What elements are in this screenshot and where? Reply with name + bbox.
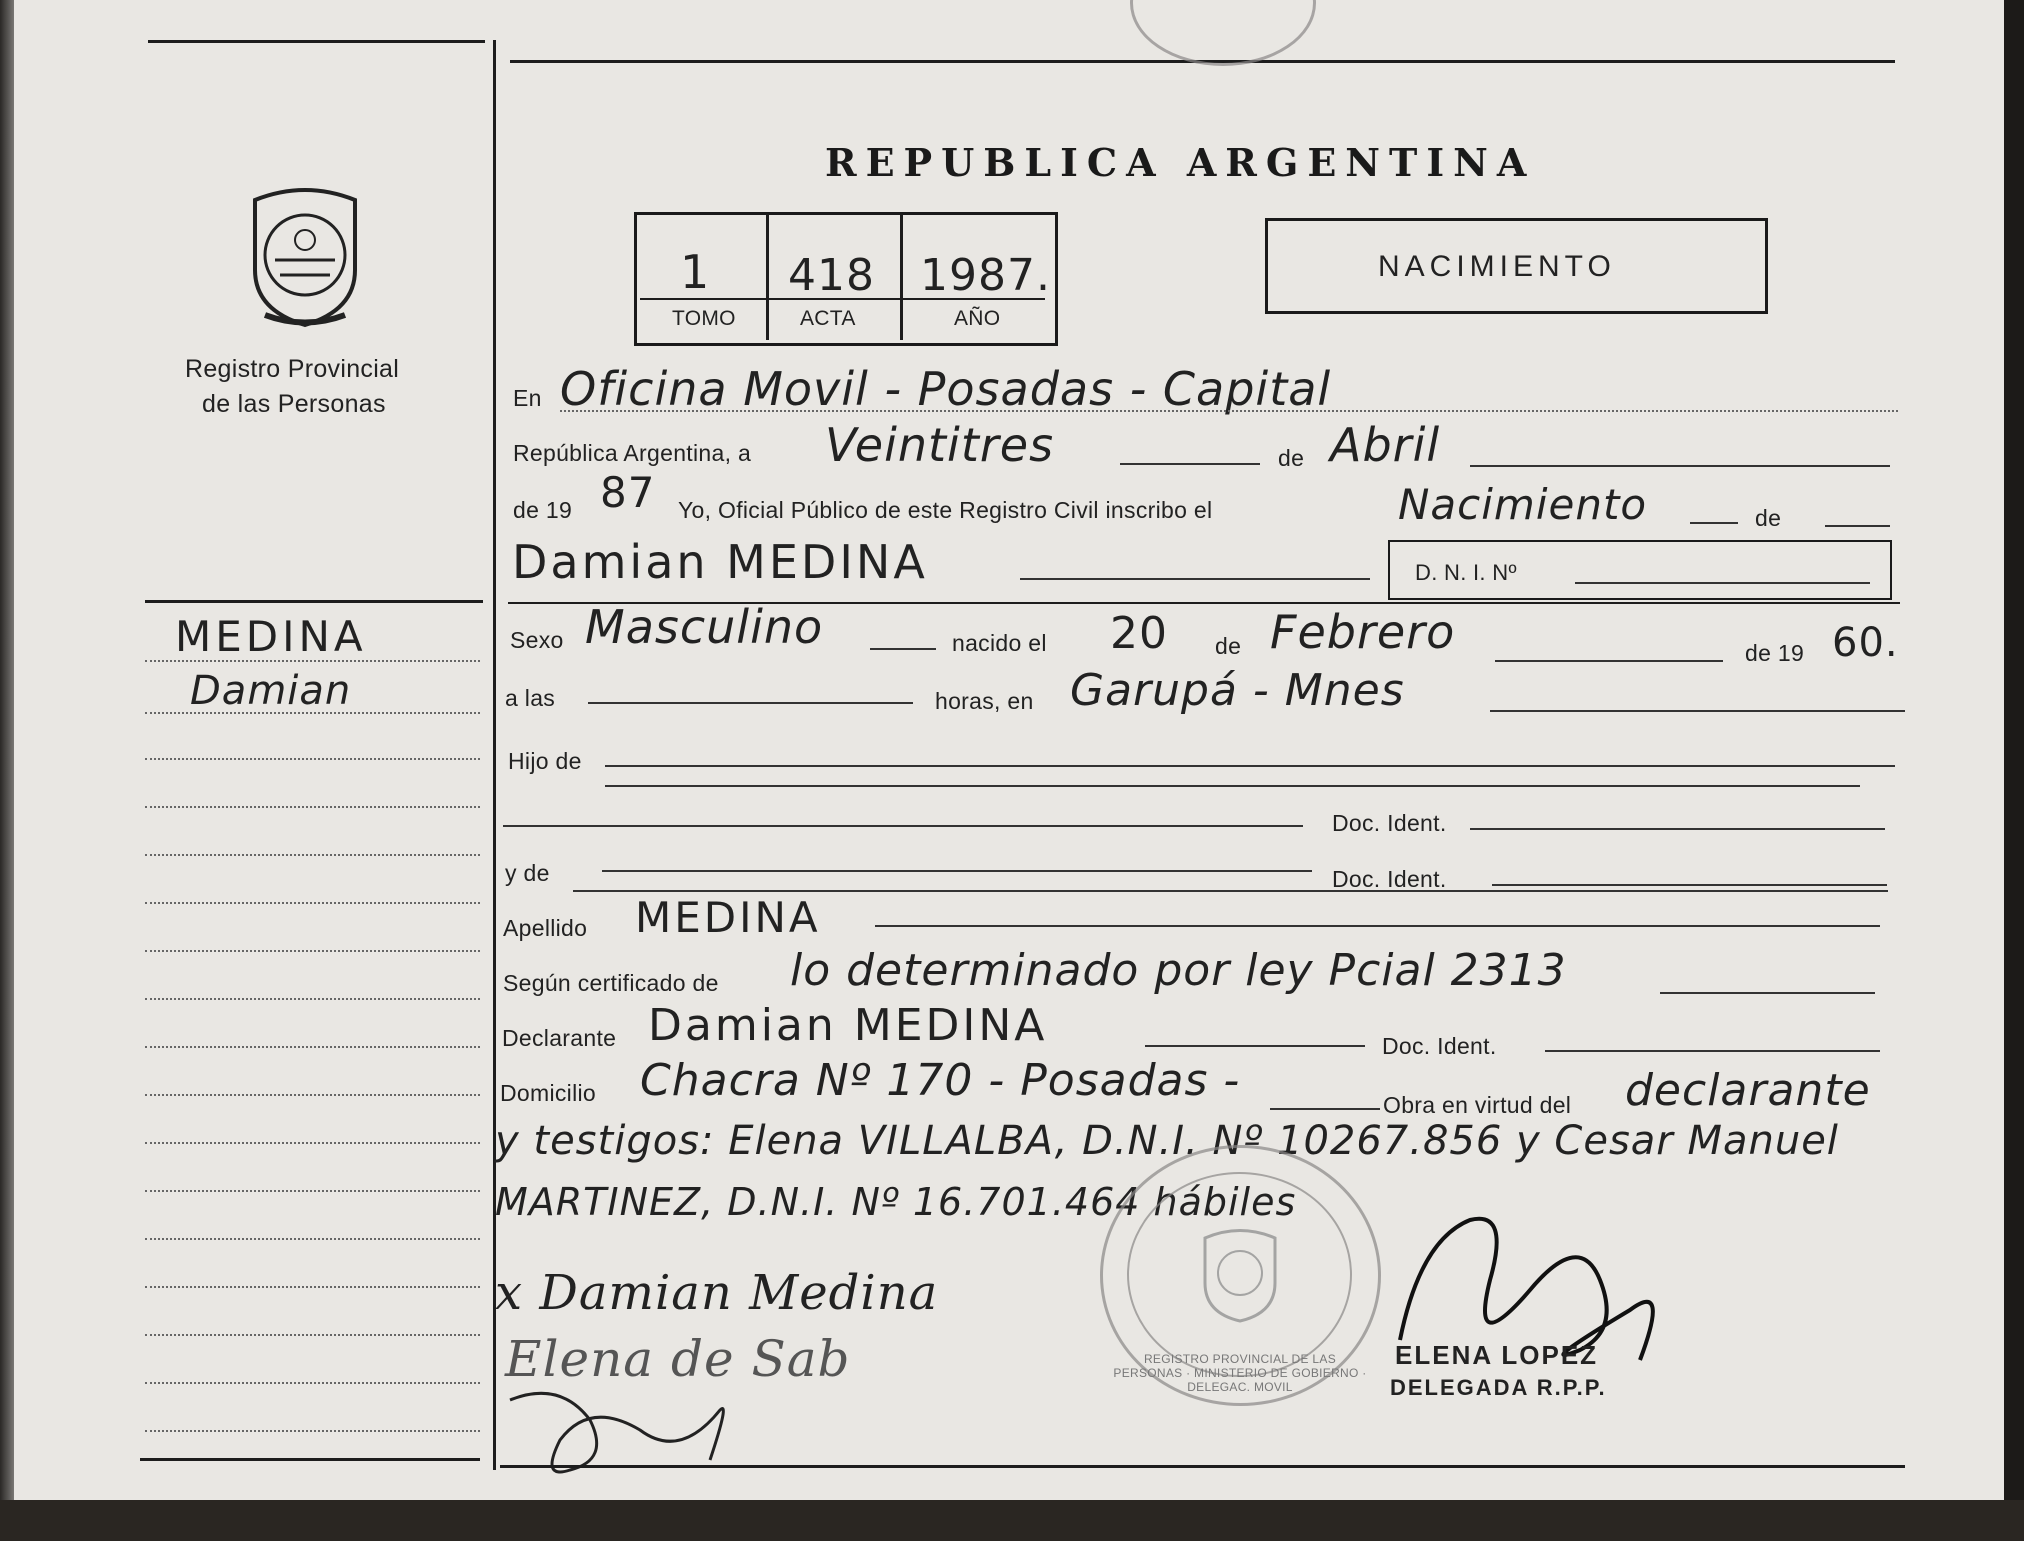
- margin-dotline: [145, 712, 480, 714]
- registry-name-line2: de las Personas: [202, 390, 386, 418]
- segun-value: lo determinado por ley Pcial 2313: [790, 945, 1567, 996]
- dni-blank: [1575, 582, 1870, 584]
- record-type: NACIMIENTO: [1378, 250, 1616, 283]
- segun-blank: [1660, 992, 1875, 994]
- sexo-value: Masculino: [585, 600, 824, 654]
- domicilio-value: Chacra Nº 170 - Posadas -: [640, 1055, 1241, 1106]
- doc1-blank: [1470, 828, 1885, 830]
- official-stamp-line2: DELEGADA R.P.P.: [1390, 1375, 1607, 1400]
- stamp-seal-icon: [1195, 1223, 1285, 1323]
- obra-value: declarante: [1625, 1065, 1871, 1116]
- sexo-label: Sexo: [510, 627, 564, 653]
- parent1-blank: [503, 825, 1303, 827]
- domicilio-blank: [1270, 1108, 1380, 1110]
- witness2-signature-icon: [500, 1370, 760, 1500]
- birth-place: Garupá - Mnes: [1070, 665, 1405, 716]
- doc2-blank: [1492, 884, 1887, 886]
- margin-dotline: [145, 660, 480, 662]
- hijo-blank2: [605, 785, 1860, 787]
- tomo-label: TOMO: [672, 307, 736, 330]
- person-name: Damian MEDINA: [512, 535, 928, 589]
- domicilio-label: Domicilio: [500, 1080, 596, 1106]
- birth-year: 60.: [1832, 620, 1899, 666]
- alas-label: a las: [505, 685, 556, 711]
- republica-label: República Argentina, a: [513, 440, 752, 466]
- margin-dotline: [145, 806, 480, 808]
- margin-dotline: [145, 1286, 480, 1288]
- declarante-label: Declarante: [502, 1025, 617, 1051]
- hour-blank: [588, 702, 913, 704]
- name-blank: [1020, 578, 1370, 580]
- year-prefix: de 19: [513, 497, 573, 523]
- margin-dotline: [145, 1238, 480, 1240]
- yo-text: Yo, Oficial Público de este Registro Civil inscribo el: [678, 497, 1213, 523]
- en-label: En: [513, 385, 542, 411]
- margin-dotline: [145, 1382, 480, 1384]
- margin-dotline: [145, 950, 480, 952]
- margin-dotline: [145, 1046, 480, 1048]
- day-blank: [1120, 463, 1260, 465]
- ref-divider: [766, 214, 769, 340]
- doc-ident-label-1: Doc. Ident.: [1332, 810, 1447, 836]
- birth-month-blank: [1495, 660, 1723, 662]
- misiones-seal-icon: [240, 180, 370, 330]
- de-label: de: [1278, 445, 1305, 471]
- margin-dotline: [145, 1094, 480, 1096]
- birth-day: 20: [1110, 608, 1168, 659]
- witness-signature: Elena de Sab: [505, 1330, 851, 1388]
- doc-ident-label-2: Doc. Ident.: [1332, 866, 1447, 892]
- margin-given-name: Damian: [190, 668, 352, 714]
- margin-dotline: [145, 998, 480, 1000]
- yde-blank2: [573, 890, 1888, 892]
- doc3-blank: [1545, 1050, 1880, 1052]
- left-section-rule: [145, 600, 483, 603]
- margin-dotline: [145, 1430, 480, 1432]
- yde-label: y de: [505, 860, 550, 886]
- acta-label: ACTA: [800, 307, 856, 330]
- apellido-label: Apellido: [503, 915, 588, 941]
- ministry-stamp-text: REGISTRO PROVINCIAL DE LAS PERSONAS · MINISTERIO DE GOBIERNO · DELEGAC. MOVIL: [1113, 1352, 1367, 1394]
- margin-dotline: [145, 758, 480, 760]
- year-value: 87: [600, 468, 656, 517]
- hijo-label: Hijo de: [508, 748, 582, 774]
- country-title: REPUBLICA ARGENTINA: [825, 140, 1536, 185]
- dni-label: D. N. I. Nº: [1415, 560, 1517, 585]
- ano-label: AÑO: [954, 307, 1001, 330]
- month-value: Abril: [1330, 418, 1441, 472]
- place-blank: [1490, 710, 1905, 712]
- hijo-blank: [605, 765, 1895, 767]
- margin-dotline: [145, 1142, 480, 1144]
- ano-value: 1987.: [920, 250, 1051, 301]
- apellido-blank: [875, 925, 1880, 927]
- declarante-value: Damian MEDINA: [648, 1000, 1048, 1051]
- doc-ident-label-3: Doc. Ident.: [1382, 1033, 1497, 1059]
- yde-blank: [602, 870, 1312, 872]
- left-bottom-rule: [140, 1458, 480, 1461]
- top-rule-left: [148, 40, 485, 43]
- margin-surname: MEDINA: [175, 612, 367, 661]
- de-label3: de: [1215, 633, 1242, 659]
- declarante-blank: [1145, 1045, 1365, 1047]
- registry-name-line1: Registro Provincial: [185, 355, 400, 383]
- event-blank: [1690, 522, 1738, 524]
- column-divider: [493, 40, 496, 1470]
- en-value: Oficina Movil - Posadas - Capital: [560, 362, 1332, 416]
- margin-dotline: [145, 1190, 480, 1192]
- margin-dotline: [145, 854, 480, 856]
- right-bottom-rule: [500, 1465, 1905, 1468]
- day-value: Veintitres: [825, 418, 1055, 472]
- nacido-label: nacido el: [952, 630, 1047, 656]
- horas-label: horas, en: [935, 688, 1034, 714]
- witness-line2: MARTINEZ, D.N.I. Nº 16.701.464 hábiles: [495, 1180, 1297, 1224]
- event-value: Nacimiento: [1398, 480, 1648, 529]
- sexo-blank: [870, 648, 936, 650]
- obra-label: Obra en virtud del: [1383, 1092, 1572, 1118]
- ref-divider: [900, 214, 903, 340]
- declarant-signature: x Damian Medina: [495, 1265, 939, 1321]
- official-stamp-line1: ELENA LOPEZ: [1395, 1340, 1599, 1370]
- event-de-blank: [1825, 525, 1890, 527]
- segun-label: Según certificado de: [503, 970, 719, 996]
- acta-value: 418: [788, 250, 875, 301]
- tomo-value: 1: [680, 245, 711, 299]
- apellido-value: MEDINA: [635, 893, 821, 942]
- margin-dotline: [145, 902, 480, 904]
- birth-year-prefix: de 19: [1745, 640, 1805, 666]
- page-bottom-edge: [0, 1500, 2024, 1541]
- de-label2: de: [1755, 505, 1782, 531]
- witness-line1: y testigos: Elena VILLALBA, D.N.I. Nº 10267.856 y Cesar Manuel: [495, 1118, 1839, 1164]
- birth-month: Febrero: [1270, 605, 1456, 659]
- margin-dotline: [145, 1334, 480, 1336]
- month-blank: [1470, 465, 1890, 467]
- en-dotline: [560, 410, 1898, 412]
